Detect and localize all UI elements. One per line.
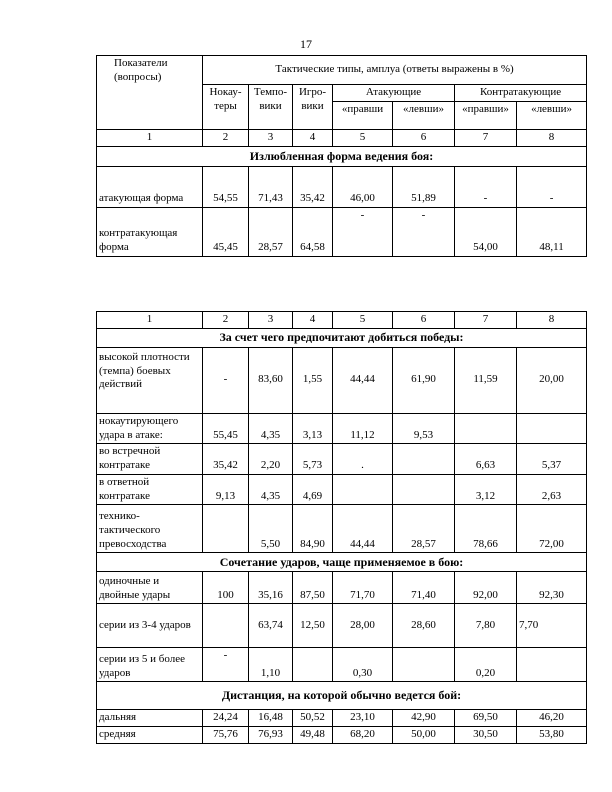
row-label: технико-тактического превосходства	[97, 505, 203, 553]
cell-value: 24,24	[203, 710, 249, 727]
cell-value	[517, 413, 587, 444]
column-number: 5	[333, 312, 393, 329]
cell-value	[203, 505, 249, 553]
victory-factors-table	[96, 311, 587, 744]
cell-value: 51,89	[393, 166, 455, 207]
column-number: 2	[203, 312, 249, 329]
table-row	[97, 207, 587, 256]
row-label: одиночные и двойные удары	[97, 572, 203, 604]
cell-value: 71,40	[393, 572, 455, 604]
cell-value: 1,10	[249, 648, 293, 682]
cell-value: 0,20	[455, 648, 517, 682]
cell-value: 48,11	[517, 207, 587, 256]
right-handed-header: «правши	[333, 101, 393, 129]
cell-value: 28,60	[393, 604, 455, 648]
right-handed-header: «правши»	[455, 101, 517, 129]
column-number-row	[97, 312, 587, 329]
table-row	[97, 444, 587, 475]
cell-value: 45,45	[203, 207, 249, 256]
table-row	[97, 347, 587, 413]
cell-value: 3,13	[293, 413, 333, 444]
table-row	[97, 413, 587, 444]
table-row	[97, 710, 587, 727]
column-number: 1	[97, 129, 203, 146]
cell-value: 76,93	[249, 727, 293, 744]
cell-value: .	[333, 444, 393, 475]
section-title: За счет чего предпочитают добиться победы:	[97, 328, 587, 347]
cell-value: 28,57	[249, 207, 293, 256]
cell-value: 78,66	[455, 505, 517, 553]
cell-value: 11,59	[455, 347, 517, 413]
cell-value: 92,30	[517, 572, 587, 604]
cell-value: 4,69	[293, 474, 333, 505]
cell-value	[203, 604, 249, 648]
row-label: нокаутирующего удара в атаке:	[97, 413, 203, 444]
row-label: атакующая форма	[97, 166, 203, 207]
row-label: в ответной контратаке	[97, 474, 203, 505]
cell-value: 35,16	[249, 572, 293, 604]
knockout-header: Нокау-теры	[203, 85, 249, 130]
row-label: серии из 3-4 ударов	[97, 604, 203, 648]
cell-value: 72,00	[517, 505, 587, 553]
cell-value: 5,37	[517, 444, 587, 475]
indicators-header: Показатели (вопросы)	[97, 56, 203, 130]
cell-value: 68,20	[333, 727, 393, 744]
cell-value: 9,53	[393, 413, 455, 444]
left-handed-header: «левши»	[393, 101, 455, 129]
column-number-row	[97, 129, 587, 146]
cell-value	[293, 648, 333, 682]
section-title: Излюбленная форма ведения боя:	[97, 146, 587, 166]
cell-value: -	[455, 166, 517, 207]
cell-value: 50,00	[393, 727, 455, 744]
cell-value: 69,50	[455, 710, 517, 727]
cell-value: 49,48	[293, 727, 333, 744]
cell-value	[393, 444, 455, 475]
cell-value: 35,42	[293, 166, 333, 207]
attacking-header: Атакующие	[333, 85, 455, 102]
cell-value: 16,48	[249, 710, 293, 727]
cell-value: 23,10	[333, 710, 393, 727]
cell-value: -	[393, 207, 455, 256]
row-label: высокой плотности (темпа) боевых действий	[97, 347, 203, 413]
cell-value: 46,00	[333, 166, 393, 207]
cell-value: 92,00	[455, 572, 517, 604]
cell-value: 30,50	[455, 727, 517, 744]
row-label: серии из 5 и более ударов	[97, 648, 203, 682]
row-label: дальняя	[97, 710, 203, 727]
cell-value: 7,70	[517, 604, 587, 648]
column-number: 6	[393, 129, 455, 146]
cell-value: 87,50	[293, 572, 333, 604]
table-row	[97, 505, 587, 553]
column-number: 2	[203, 129, 249, 146]
cell-value: 75,76	[203, 727, 249, 744]
cell-value: 61,90	[393, 347, 455, 413]
cell-value: 55,45	[203, 413, 249, 444]
cell-value: 42,90	[393, 710, 455, 727]
cell-value	[393, 474, 455, 505]
column-number: 7	[455, 129, 517, 146]
column-number: 8	[517, 129, 587, 146]
column-number: 8	[517, 312, 587, 329]
cell-value: 6,63	[455, 444, 517, 475]
cell-value: 12,50	[293, 604, 333, 648]
cell-value: -	[333, 207, 393, 256]
table-row	[97, 648, 587, 682]
cell-value: 71,70	[333, 572, 393, 604]
column-number: 4	[293, 129, 333, 146]
table-row	[97, 572, 587, 604]
cell-value: 46,20	[517, 710, 587, 727]
cell-value: 71,43	[249, 166, 293, 207]
page-number: 17	[300, 37, 312, 51]
column-number: 1	[97, 312, 203, 329]
cell-value	[333, 474, 393, 505]
cell-value: 64,58	[293, 207, 333, 256]
cell-value: 63,74	[249, 604, 293, 648]
column-number: 3	[249, 129, 293, 146]
cell-value: 54,00	[455, 207, 517, 256]
cell-value: 2,63	[517, 474, 587, 505]
cell-value: -	[203, 347, 249, 413]
section-title: Дистанция, на которой обычно ведется бой:	[97, 682, 587, 710]
cell-value: 84,90	[293, 505, 333, 553]
cell-value: 4,35	[249, 413, 293, 444]
cell-value: 44,44	[333, 347, 393, 413]
tactical-types-table	[96, 55, 587, 257]
cell-value: 7,80	[455, 604, 517, 648]
cell-value: 11,12	[333, 413, 393, 444]
cell-value: 4,35	[249, 474, 293, 505]
cell-value: 44,44	[333, 505, 393, 553]
section-title: Сочетание ударов, чаще применяемое в бою:	[97, 553, 587, 572]
cell-value: 54,55	[203, 166, 249, 207]
column-number: 3	[249, 312, 293, 329]
table-row	[97, 604, 587, 648]
cell-value: 0,30	[333, 648, 393, 682]
cell-value: 53,80	[517, 727, 587, 744]
left-handed-header: «левши»	[517, 101, 587, 129]
cell-value: 50,52	[293, 710, 333, 727]
column-number: 7	[455, 312, 517, 329]
cell-value: 35,42	[203, 444, 249, 475]
cell-value: 28,57	[393, 505, 455, 553]
cell-value: 20,00	[517, 347, 587, 413]
counterattacking-header: Контратакующие	[455, 85, 587, 102]
table-row	[97, 166, 587, 207]
column-number: 5	[333, 129, 393, 146]
cell-value: 5,50	[249, 505, 293, 553]
column-number: 4	[293, 312, 333, 329]
cell-value: 1,55	[293, 347, 333, 413]
tactical-types-header: Тактические типы, амплуа (ответы выражены в %)	[203, 56, 587, 85]
cell-value: 2,20	[249, 444, 293, 475]
row-label: средняя	[97, 727, 203, 744]
cell-value: 28,00	[333, 604, 393, 648]
row-label: контратакующая форма	[97, 207, 203, 256]
tempo-header: Темпо-вики	[249, 85, 293, 130]
cell-value: 3,12	[455, 474, 517, 505]
cell-value	[393, 648, 455, 682]
cell-value: -	[517, 166, 587, 207]
column-number: 6	[393, 312, 455, 329]
cell-value: 5,73	[293, 444, 333, 475]
cell-value: 100	[203, 572, 249, 604]
cell-value: 9,13	[203, 474, 249, 505]
players-header: Игро-вики	[293, 85, 333, 130]
cell-value: -	[203, 648, 249, 682]
cell-value: 83,60	[249, 347, 293, 413]
row-label: во встречной контратаке	[97, 444, 203, 475]
cell-value	[455, 413, 517, 444]
table-row	[97, 474, 587, 505]
table-row	[97, 727, 587, 744]
cell-value	[517, 648, 587, 682]
